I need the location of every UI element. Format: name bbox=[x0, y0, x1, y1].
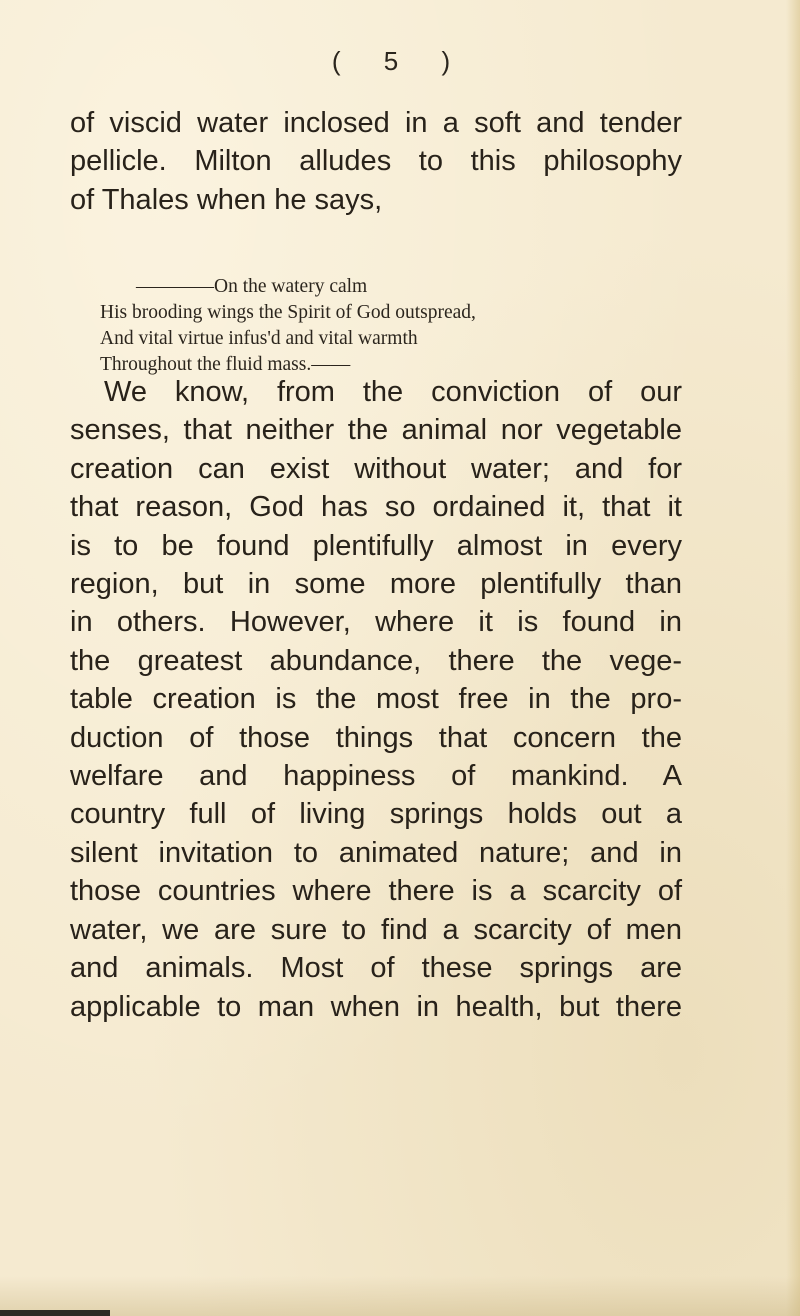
text-line: silent invitation to animated nature; and in bbox=[70, 836, 682, 869]
page-bottom-shadow bbox=[0, 1276, 800, 1316]
text-line: in others. However, where it is found in bbox=[70, 606, 682, 639]
quote-line: ————On the watery calm bbox=[136, 276, 368, 297]
page-edge-shadow bbox=[786, 0, 800, 1316]
page-number: ( 5 ) bbox=[331, 46, 469, 76]
text-line: of Thales when he says, bbox=[70, 183, 383, 216]
text-line: region, but in some more plentifully than bbox=[70, 568, 682, 601]
text-line: We know, from the conviction of our bbox=[104, 376, 682, 408]
body-paragraph bbox=[70, 373, 682, 1026]
quote-line: His brooding wings the Spirit of God outspread, bbox=[100, 302, 476, 323]
text-line: country full of living springs holds out a bbox=[70, 798, 682, 831]
text-line: welfare and happiness of mankind. A bbox=[70, 760, 682, 793]
text-line: is to be found plentifully almost in every bbox=[70, 529, 682, 562]
text-line: senses, that neither the animal nor vegetable bbox=[70, 414, 682, 447]
text-line: applicable to man when in health, but there bbox=[70, 990, 682, 1023]
text-line: creation can exist without water; and for bbox=[70, 452, 682, 485]
text-line: water, we are sure to find a scarcity of men bbox=[70, 913, 682, 946]
quote-line: Throughout the fluid mass.—— bbox=[100, 354, 351, 375]
text-line: that reason, God has so ordained it, that it bbox=[70, 491, 682, 524]
text-line: those countries where there is a scarcity of bbox=[70, 875, 682, 908]
text-line: and animals. Most of these springs are bbox=[70, 952, 682, 985]
text-line: of viscid water inclosed in a soft and tender bbox=[70, 107, 682, 139]
opening-paragraph bbox=[70, 104, 682, 219]
milton-quotation bbox=[100, 274, 660, 378]
text-line: table creation is the most free in the pro- bbox=[70, 683, 682, 716]
quote-line: And vital virtue infus'd and vital warmth bbox=[100, 328, 418, 349]
text-line: duction of those things that concern the bbox=[70, 721, 682, 754]
text-line: the greatest abundance, there the vege- bbox=[70, 644, 682, 677]
binding-rule bbox=[0, 1310, 110, 1316]
text-line: pellicle. Milton alludes to this philosophy bbox=[70, 145, 682, 178]
